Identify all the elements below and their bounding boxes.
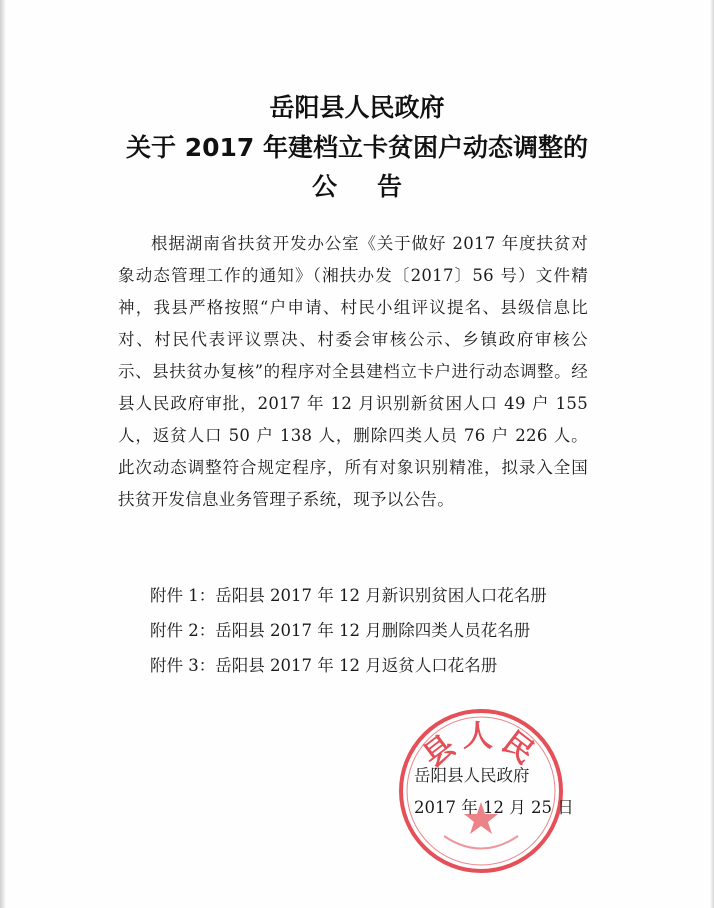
attachment-3: 附件 3：岳阳县 2017 年 12 月返贫人口花名册 [150,656,498,675]
issuer-name: 岳阳县人民政府 [414,766,530,785]
attachment-1: 附件 1：岳阳县 2017 年 12 月新识别贫困人口花名册 [150,586,547,605]
title-issuer: 岳阳县人民政府 [269,93,445,122]
attachment-list [150,578,610,683]
attachment-2: 附件 2：岳阳县 2017 年 12 月删除四类人员花名册 [150,621,531,640]
title-subject: 关于 2017 年建档立卡贫困户动态调整的 [126,133,588,162]
issue-date: 2017 年 12 月 25 日 [414,798,574,817]
title-notice: 公告 [311,172,442,201]
notice-body [118,228,588,516]
seal-text: 县人民 [416,719,546,775]
body-paragraph: 根据湖南省扶贫开发办公室《关于做好 2017 年度扶贫对象动态管理工作的通知》（湘扶办发〔2017〕56 号）文件精神，我县严格按照“户申请、村民小组评议提名、县级信息比对、村民代表评议票决、村委会审核公示、乡镇政府审核公示、县扶贫办复核”的程序对全县建档立卡户进行动态调整。经县人民政府审批，2017 年 12 月识别新贫困人口 49 户 155 人，返贫人口 50 户 138 人，删除四类人员 76 户 226 人。此次动态调整符合规定程序，所有对象识别精准，拟录入全国扶贫开发信息业务管理子系统，现予以公告。 [118,234,588,509]
signature-block [414,760,614,824]
